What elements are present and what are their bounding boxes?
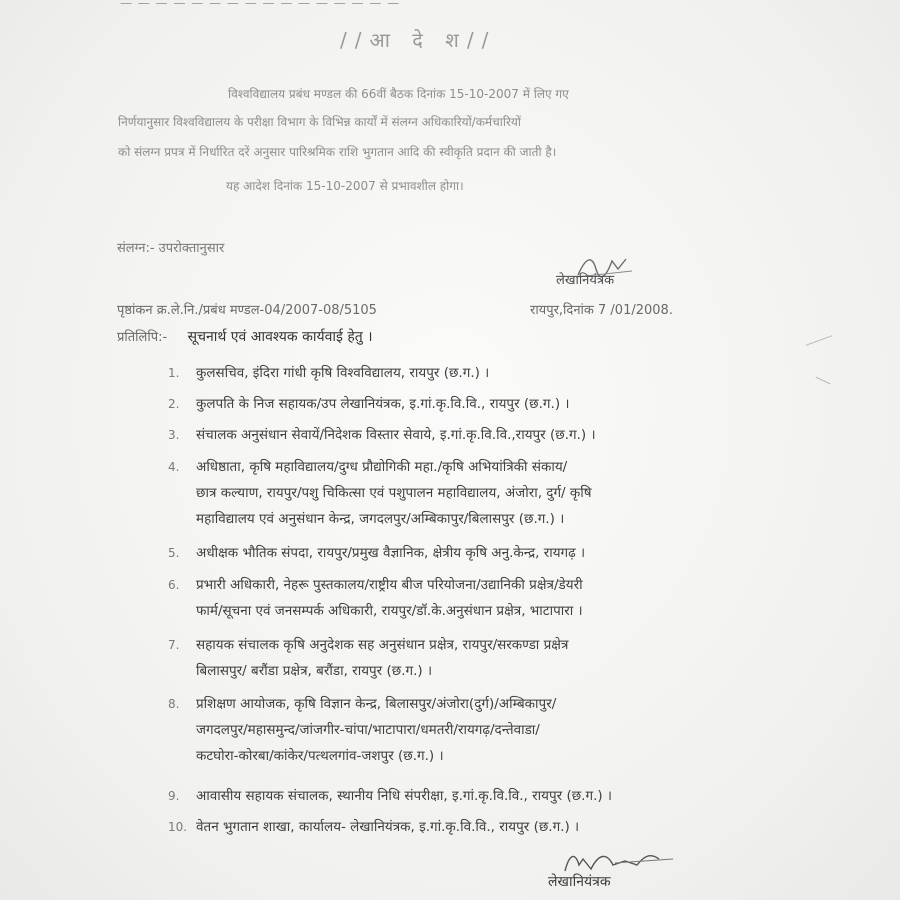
list-item-text: कुलपति के निज सहायक/उप लेखानियंत्रक, इ.गां.कृ.वि.वि., रायपुर (छ.ग.) ।	[196, 396, 570, 412]
list-item-text: कटघोरा-कोरबा/कांकेर/पत्थलगांव-जशपुर (छ.ग.) ।	[196, 748, 444, 764]
list-item-number: 4.	[168, 460, 180, 474]
copy-to-line	[117, 327, 373, 346]
scan-mark	[816, 377, 831, 385]
order-para-line: को संलग्न प्रपत्र में निर्धारित दरें अनुसार पारिश्रमिक राशि भुगतान आदि की स्वीकृति प्रदान की जाती है।	[118, 145, 557, 159]
enclosure-note: संलग्न:- उपरोक्तानुसार	[117, 241, 225, 256]
list-item-text: अधीक्षक भौतिक संपदा, रायपुर/प्रमुख वैज्ञानिक, क्षेत्रीय कृषि अनु.केन्द्र, रायगढ़ ।	[196, 545, 586, 561]
list-item-number: 8.	[168, 697, 180, 711]
list-item-number: 5.	[168, 546, 180, 560]
list-item-number: 3.	[168, 428, 180, 442]
cropped-top-line: — — — — — — — — — — — — — — — —	[120, 0, 401, 10]
list-item-text: जगदलपुर/महासमुन्द/जांजगीर-चांपा/भाटापारा/धमतरी/रायगढ़/दन्तेवाडा/	[196, 722, 540, 738]
order-para-line: विश्वविद्यालय प्रबंध मण्डल की 66वीं बैठक दिनांक 15-10-2007 में लिए गए	[228, 87, 569, 101]
list-item-number: 1.	[168, 366, 180, 380]
copy-to-label: प्रतिलिपि:-	[117, 330, 168, 345]
order-para-line: निर्णयानुसार विश्वविद्यालय के परीक्षा विभाग के विभिन्न कार्यों में संलग्न अधिकारियों/कर्मचारियों	[118, 115, 521, 129]
order-para-line: यह आदेश दिनांक 15-10-2007 से प्रभावशील होगा।	[226, 179, 464, 193]
endorsement-place-date: रायपुर,दिनांक 7 /01/2008.	[530, 303, 673, 318]
list-item-text: आवासीय सहायक संचालक, स्थानीय निधि संपरीक्षा, इ.गां.कृ.वि.वि., रायपुर (छ.ग.) ।	[196, 788, 613, 804]
list-item-text: छात्र कल्याण, रायपुर/पशु चिकित्सा एवं पशुपालन महाविद्यालय, अंजोरा, दुर्ग/ कृषि	[196, 485, 592, 501]
list-item-text: महाविद्यालय एवं अनुसंधान केन्द्र, जगदलपुर/अम्बिकापुर/बिलासपुर (छ.ग.) ।	[196, 511, 565, 527]
copy-to-purpose: सूचनार्थ एवं आवश्यक कार्यवाई हेतु ।	[187, 329, 373, 345]
list-item-text: फार्म/सूचना एवं जनसम्पर्क अधिकारी, रायपुर/डॉ.के.अनुसंधान प्रक्षेत्र, भाटापारा ।	[196, 603, 583, 619]
final-signatory-title: लेखानियंत्रक	[548, 874, 611, 890]
signatory-title: लेखानियंत्रक	[556, 273, 615, 288]
list-item-number: 7.	[168, 638, 180, 652]
list-item-text: प्रभारी अधिकारी, नेहरू पुस्तकालय/राष्ट्रीय बीज परियोजना/उद्यानिकी प्रक्षेत्र/डेयरी	[196, 577, 583, 593]
list-item-number: 9.	[168, 789, 180, 803]
list-item-text: अधिष्ठाता, कृषि महाविद्यालय/दुग्ध प्रौद्योगिकी महा./कृषि अभियांत्रिकी संकाय/	[196, 459, 568, 475]
list-item-number: 2.	[168, 397, 180, 411]
list-item-number: 6.	[168, 578, 180, 592]
list-item-text: बिलासपुर/ बरौंडा प्रक्षेत्र, बरौंडा, रायपुर (छ.ग.) ।	[196, 663, 433, 679]
list-item-text: सहायक संचालक कृषि अनुदेशक सह अनुसंधान प्रक्षेत्र, रायपुर/सरकण्डा प्रक्षेत्र	[196, 637, 569, 653]
list-item-number: 10.	[168, 820, 188, 834]
list-item-text: वेतन भुगतान शाखा, कार्यालय- लेखानियंत्रक, इ.गां.कृ.वि.वि., रायपुर (छ.ग.) ।	[196, 819, 580, 835]
list-item-text: संचालक अनुसंधान सेवायें/निदेशक विस्तार सेवाये, इ.गां.कृ.वि.वि.,रायपुर (छ.ग.) ।	[196, 427, 596, 443]
endorsement-number: पृष्ठांकन क्र.ले.नि./प्रबंध मण्डल-04/2007-08/5105	[117, 303, 377, 318]
list-item-text: प्रशिक्षण आयोजक, कृषि विज्ञान केन्द्र, बिलासपुर/अंजोरा(दुर्ग)/अम्बिकापुर/	[196, 696, 557, 712]
list-item-text: कुलसचिव, इंदिरा गांधी कृषि विश्वविद्यालय, रायपुर (छ.ग.) ।	[196, 365, 490, 381]
order-title: //आ दे श//	[340, 28, 497, 52]
scan-mark	[806, 335, 833, 346]
